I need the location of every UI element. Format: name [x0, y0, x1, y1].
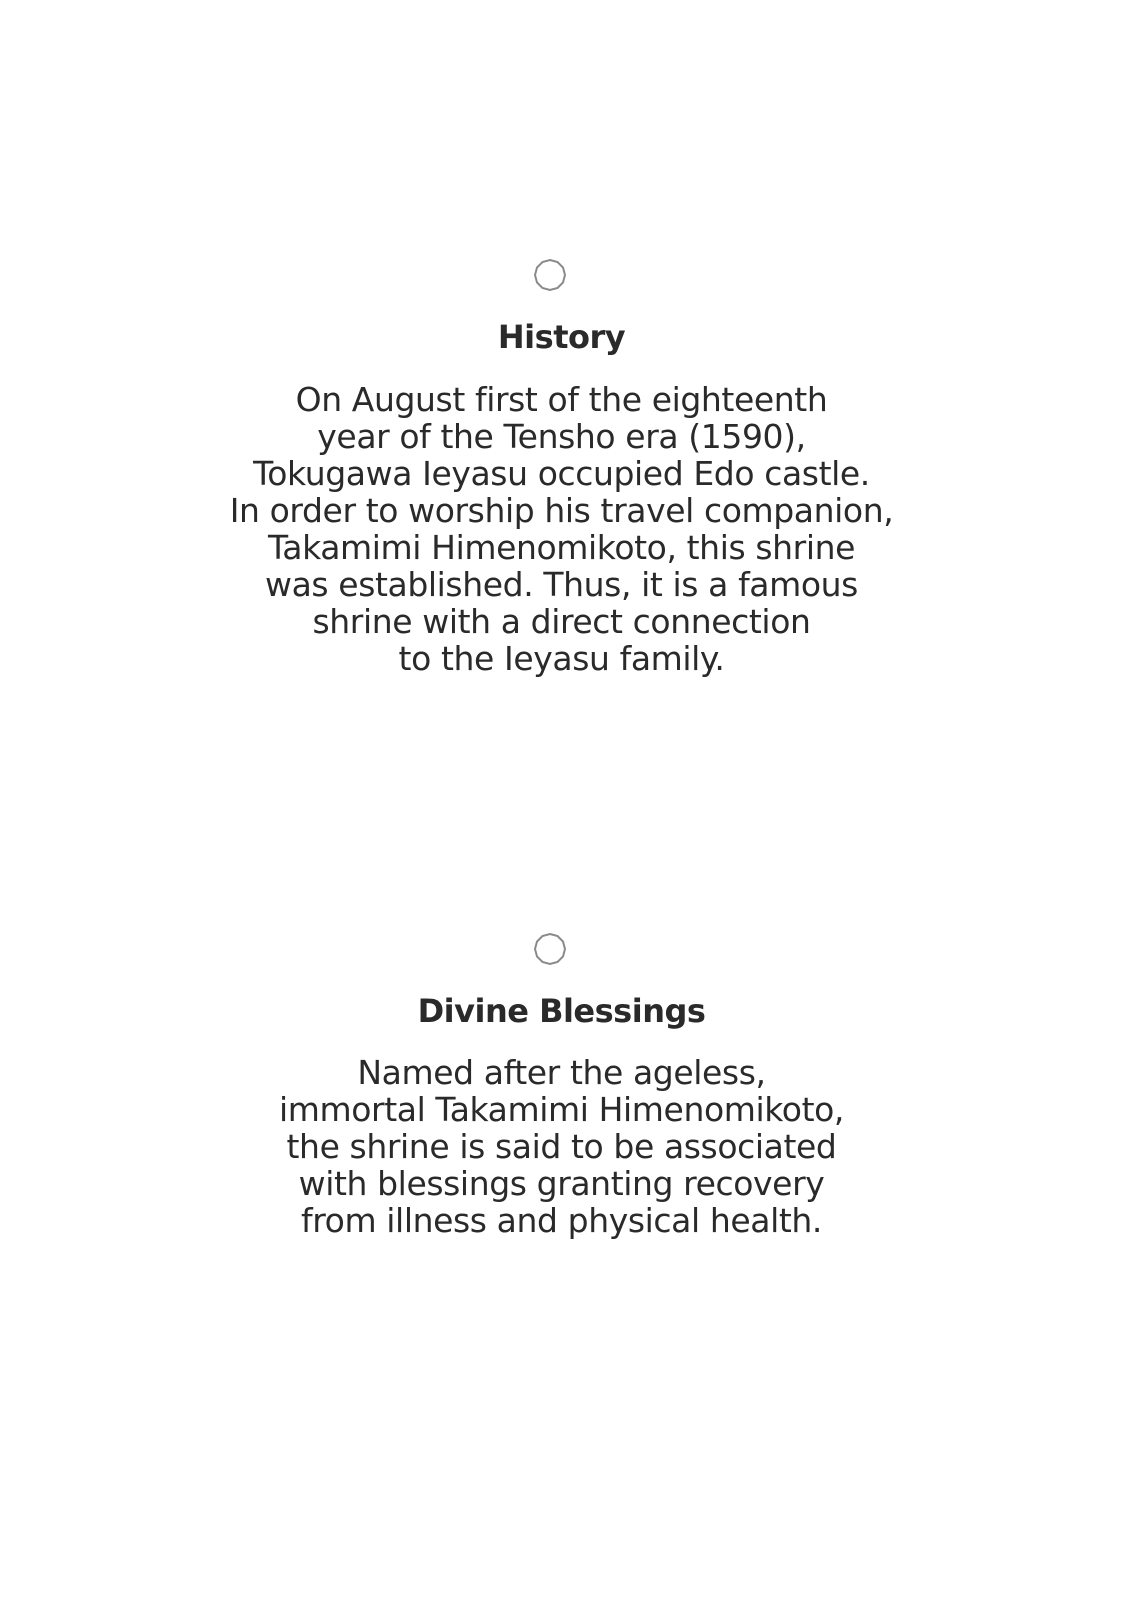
blessings-line: from illness and physical health. [301, 1201, 822, 1240]
divine-blessings-heading: Divine Blessings [417, 992, 706, 1030]
blessings-line: the shrine is said to be associated [286, 1127, 837, 1166]
dodecagon-ornament-icon [533, 258, 567, 292]
history-body [0, 381, 1123, 677]
history-line: was established. Thus, it is a famous [265, 565, 858, 604]
history-line: In order to worship his travel companion, [229, 491, 894, 530]
history-line: shrine with a direct connection [312, 602, 811, 641]
blessings-line: with blessings granting recovery [298, 1164, 825, 1203]
history-line: Takamimi Himenomikoto, this shrine [267, 528, 856, 567]
dodecagon-ornament-icon [533, 932, 567, 966]
history-line: year of the Tensho era (1590), [317, 417, 806, 456]
blessings-line: Named after the ageless, [357, 1053, 766, 1092]
blessings-line: immortal Takamimi Himenomikoto, [278, 1090, 845, 1129]
history-line: Tokugawa Ieyasu occupied Edo castle. [253, 454, 870, 493]
history-heading: History [497, 318, 626, 356]
history-line: On August first of the eighteenth [295, 380, 828, 419]
history-line: to the Ieyasu family. [398, 639, 725, 678]
divine-blessings-body [0, 1054, 1123, 1239]
